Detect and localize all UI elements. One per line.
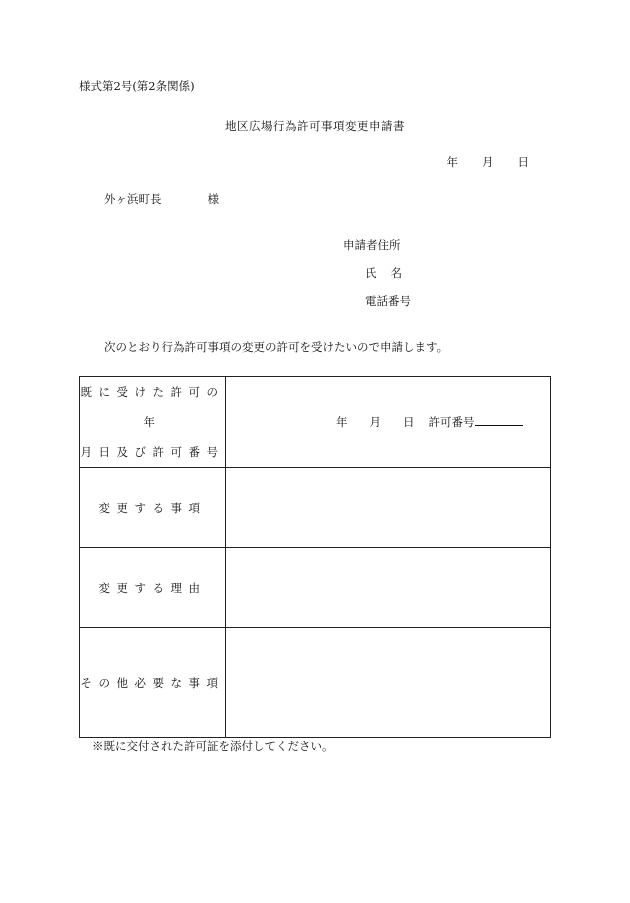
previous-permit-label-line2: 月日及び許可番号 — [80, 445, 225, 459]
applicant-name-label-1: 氏 — [365, 266, 377, 280]
applicant-name-label-2: 名 — [390, 266, 402, 280]
applicant-phone-label: 電話番号 — [365, 294, 411, 308]
change-items-field[interactable] — [226, 468, 551, 548]
date-day-label: 日 — [517, 155, 529, 169]
document-title: 地区広場行為許可事項変更申請書 — [225, 119, 405, 133]
permit-number-blank[interactable] — [475, 414, 523, 426]
date-month-label: 月 — [482, 155, 494, 169]
previous-permit-label-line1: 既に受けた許可の年 — [80, 385, 225, 429]
table-row — [80, 377, 551, 468]
previous-permit-field[interactable] — [226, 377, 551, 468]
other-items-label: その他必要な事項 — [80, 628, 226, 738]
intro-text: 次のとおり行為許可事項の変更の許可を受けたいので申請します。 — [104, 340, 449, 354]
attachment-note: ※既に交付された許可証を添付してください。 — [92, 739, 334, 753]
table-row — [80, 628, 551, 738]
table-row — [80, 468, 551, 548]
table-row — [80, 548, 551, 628]
permit-month-label: 月 — [369, 415, 381, 429]
date-line — [447, 157, 530, 169]
previous-permit-label — [80, 377, 226, 468]
permit-number-label: 許可番号 — [428, 415, 475, 429]
date-year-label: 年 — [446, 155, 458, 169]
application-table — [79, 376, 551, 738]
applicant-name-label — [365, 268, 402, 280]
change-reason-label: 変更する理由 — [80, 548, 226, 628]
other-items-field[interactable] — [226, 628, 551, 738]
addressee-name: 外ヶ浜町長 — [104, 192, 162, 206]
change-items-label: 変更する事項 — [80, 468, 226, 548]
applicant-address-label: 申請者住所 — [343, 238, 401, 252]
permit-day-label: 日 — [403, 415, 415, 429]
permit-year-label: 年 — [336, 415, 348, 429]
change-reason-field[interactable] — [226, 548, 551, 628]
addressee — [104, 194, 219, 206]
addressee-honorific: 様 — [207, 192, 219, 206]
form-number: 様式第2号(第2条関係) — [79, 79, 195, 93]
